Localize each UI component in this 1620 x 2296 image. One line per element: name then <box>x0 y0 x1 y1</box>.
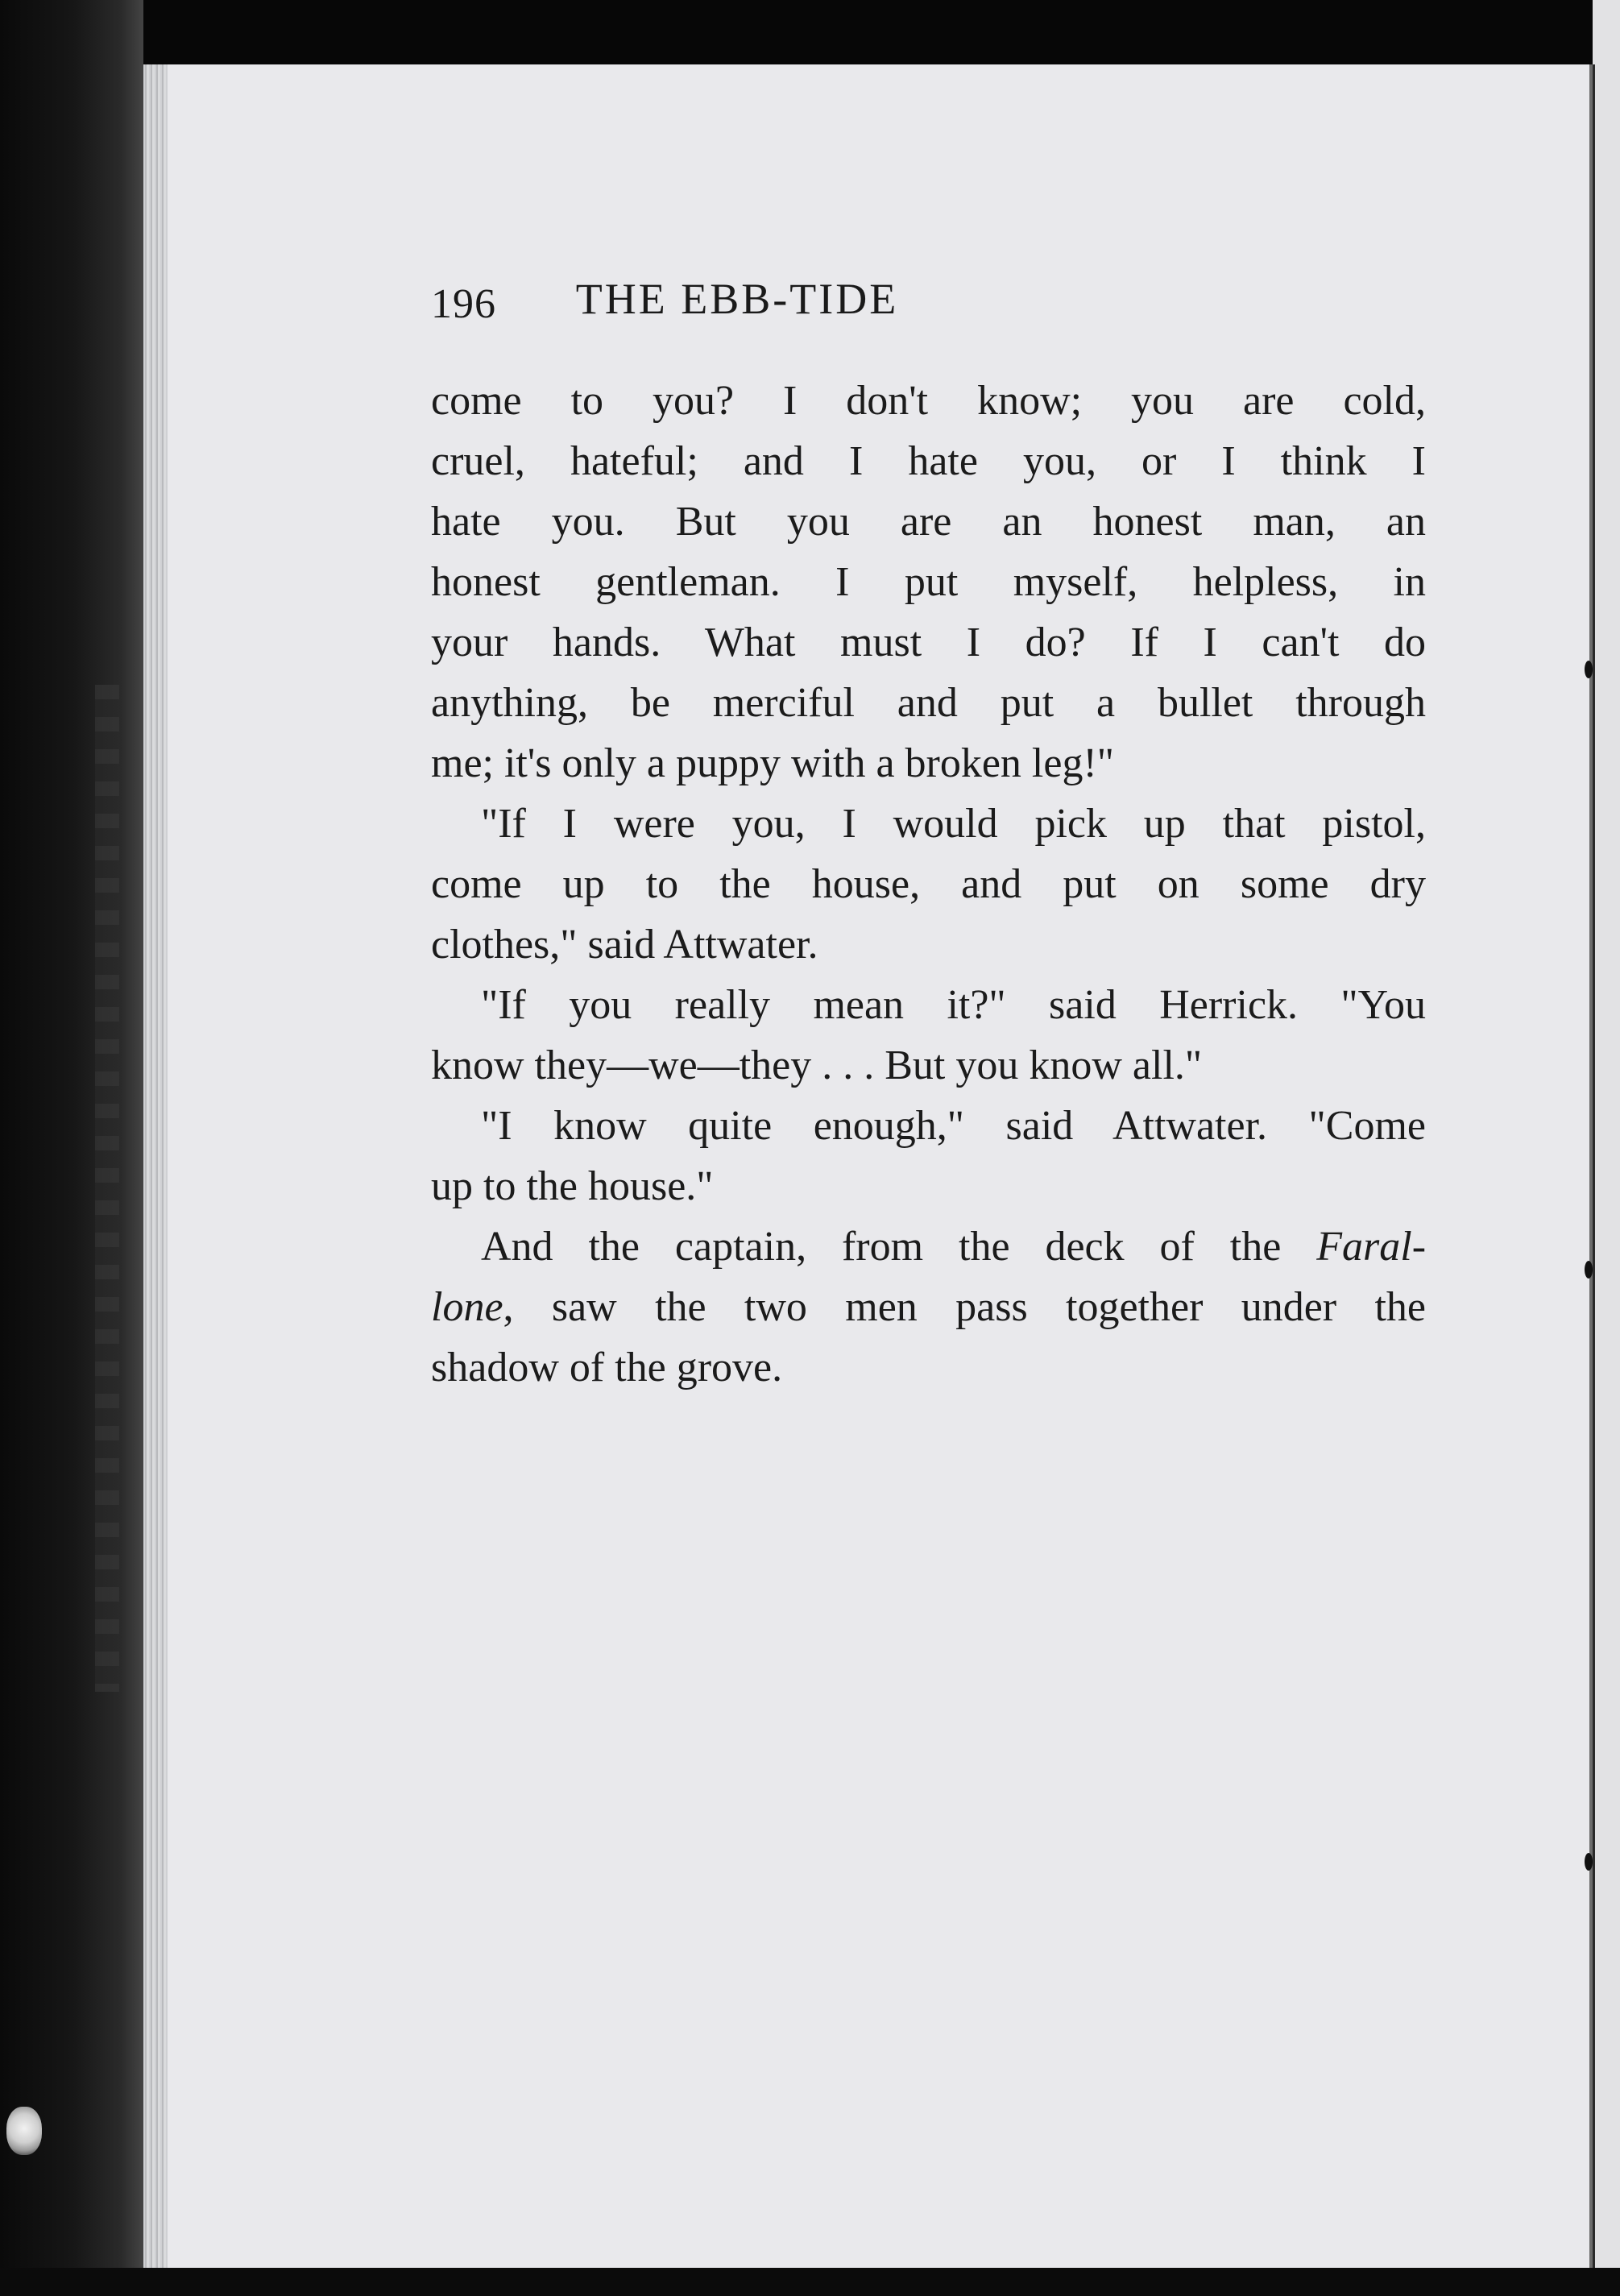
text-fragment: , saw the two men pass together under the <box>503 1284 1426 1330</box>
paragraph <box>431 975 1426 1096</box>
library-stamp-icon <box>6 2107 42 2155</box>
text-line: hate you. But you are an honest man, an <box>431 499 1426 545</box>
spine-lettering-shadow <box>95 685 119 1692</box>
italic-ship-name: Faral- <box>1316 1224 1427 1270</box>
text-line: clothes," said Attwater. <box>431 922 818 968</box>
paragraph <box>431 1096 1426 1216</box>
text-line <box>431 1216 1426 1277</box>
text-line: know they—we—they . . . But you know all." <box>431 1042 1203 1088</box>
italic-ship-name: lone <box>431 1284 503 1330</box>
text-line <box>431 1277 1426 1337</box>
text-line: your hands. What must I do? If I can't do <box>431 620 1426 665</box>
text-line: up to the house." <box>431 1163 714 1209</box>
body-text <box>431 371 1426 1398</box>
running-head-title: THE EBB-TIDE <box>575 275 899 323</box>
text-line: anything, be merciful and put a bullet through <box>431 680 1426 726</box>
text-line: me; it's only a puppy with a broken leg!" <box>431 740 1114 786</box>
scanner-right-border <box>1593 0 1620 2296</box>
text-line: "I know quite enough," said Attwater. "Come <box>481 1103 1426 1149</box>
page-number: 196 <box>431 281 496 327</box>
text-line: shadow of the grove. <box>431 1345 783 1390</box>
paragraph <box>431 1216 1426 1398</box>
text-line: cruel, hateful; and I hate you, or I think I <box>431 438 1426 484</box>
text-line: "If I were you, I would pick up that pistol, <box>481 801 1426 847</box>
edge-speck-icon <box>1585 661 1593 678</box>
edge-speck-icon <box>1585 1261 1593 1279</box>
page-gutter-edge <box>143 64 168 2268</box>
text-line: honest gentleman. I put myself, helpless, in <box>431 559 1426 605</box>
page-header <box>431 274 1116 346</box>
scanner-bottom-border <box>0 2268 1620 2296</box>
scanner-top-border <box>0 0 1620 64</box>
book-spine-edge <box>0 0 143 2296</box>
paragraph <box>431 794 1426 975</box>
text-line: come to you? I don't know; you are cold, <box>431 378 1426 424</box>
scanner-right-line <box>1593 64 1595 2268</box>
text-fragment: And the captain, from the deck of the <box>481 1224 1282 1270</box>
text-line: come up to the house, and put on some dry <box>431 861 1426 907</box>
text-line: "If you really mean it?" said Herrick. "You <box>481 982 1426 1028</box>
paragraph <box>431 371 1426 794</box>
edge-speck-icon <box>1585 1853 1593 1871</box>
